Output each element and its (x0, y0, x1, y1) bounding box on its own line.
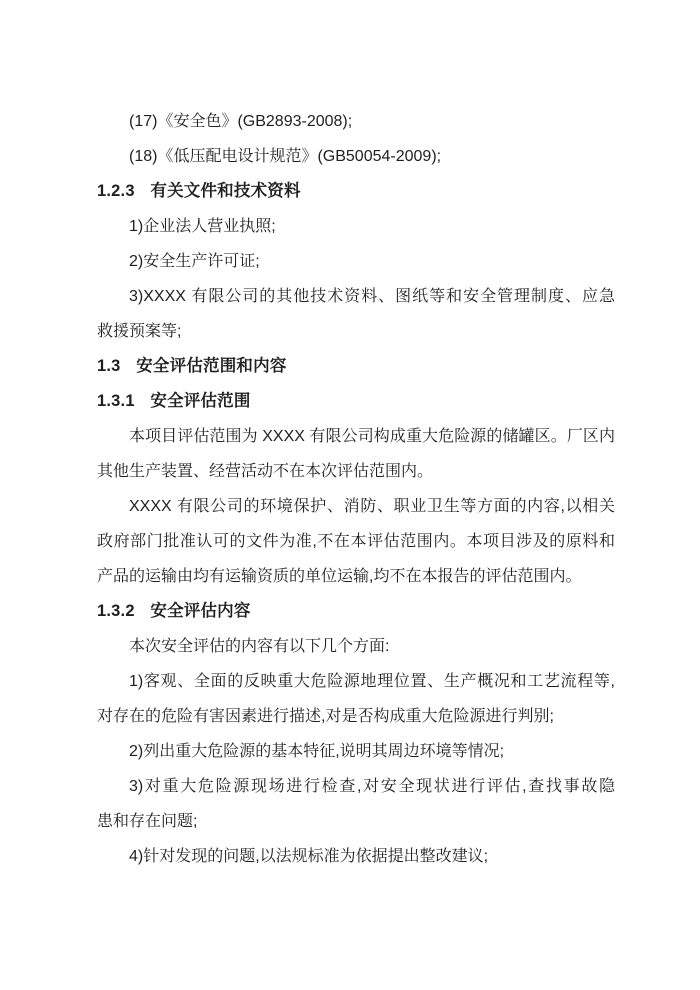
text-line: 本项目评估范围为 XXXX 有限公司构成重大危险源的储罐区。厂区内 (129, 428, 615, 445)
text-line: 本次安全评估的内容有以下几个方面: (129, 638, 390, 655)
paragraph-content-intro (97, 629, 615, 664)
text-line: (18)《低压配电设计规范》(GB50054-2009); (129, 148, 442, 165)
paragraph-ref-17 (97, 104, 615, 139)
text-line: 2)列出重大危险源的基本特征,说明其周边环境等情况; (129, 743, 505, 760)
text-line: 产品的运输由均有运输资质的单位运输,均不在本报告的评估范围内。 (97, 568, 582, 585)
text-line: 2)安全生产许可证; (129, 253, 260, 270)
paragraph-exclusions (97, 489, 615, 594)
heading-title: 安全评估范围和内容 (136, 357, 287, 375)
section-heading-1-3-2 (97, 594, 615, 629)
document-body (97, 104, 615, 874)
section-heading-1-3 (97, 349, 615, 384)
text-line: 3)对重大危险源现场进行检查,对安全现状进行评估,查找事故隐 (129, 778, 615, 795)
heading-number: 1.3.2 (97, 602, 135, 620)
text-line: 3)XXXX 有限公司的其他技术资料、图纸等和安全管理制度、应急 (129, 288, 615, 305)
text-line: 其他生产装置、经营活动不在本次评估范围内。 (97, 463, 434, 480)
heading-number: 1.3.1 (97, 392, 135, 410)
section-heading-1-2-3 (97, 174, 615, 209)
text-line: 1)客观、全面的反映重大危险源地理位置、生产概况和工艺流程等, (129, 673, 615, 690)
text-line: 救援预案等; (97, 323, 182, 340)
section-heading-1-3-1 (97, 384, 615, 419)
heading-title: 有关文件和技术资料 (150, 182, 301, 200)
heading-number: 1.3 (97, 357, 121, 375)
text-line: 1)企业法人营业执照; (129, 218, 276, 235)
heading-title: 安全评估范围 (150, 392, 251, 410)
paragraph-item-2 (97, 244, 615, 279)
paragraph-content-item-4 (97, 839, 615, 874)
heading-number: 1.2.3 (97, 182, 135, 200)
text-line: 政府部门批准认可的文件为准,不在本评估范围内。本项目涉及的原料和 (97, 533, 615, 550)
heading-title: 安全评估内容 (150, 602, 251, 620)
paragraph-item-3 (97, 279, 615, 349)
paragraph-content-item-1 (97, 664, 615, 734)
paragraph-content-item-2 (97, 734, 615, 769)
text-line: XXXX 有限公司的环境保护、消防、职业卫生等方面的内容,以相关 (129, 498, 615, 515)
paragraph-ref-18 (97, 139, 615, 174)
text-line: 4)针对发现的问题,以法规标准为依据提出整改建议; (129, 848, 489, 865)
paragraph-scope (97, 419, 615, 489)
text-line: (17)《安全色》(GB2893-2008); (129, 113, 353, 130)
paragraph-item-1 (97, 209, 615, 244)
paragraph-content-item-3 (97, 769, 615, 839)
text-line: 对存在的危险有害因素进行描述,对是否构成重大危险源进行判别; (97, 708, 554, 725)
text-line: 患和存在问题; (97, 813, 198, 830)
